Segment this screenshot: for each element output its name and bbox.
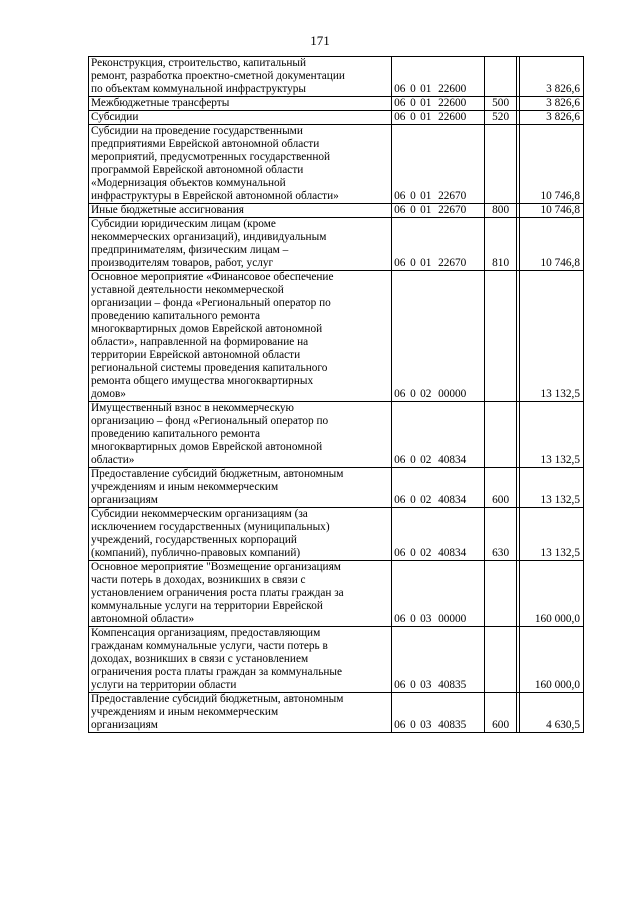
target-article-code-cell <box>392 111 485 125</box>
amount-cell: 10 746,8 <box>520 125 584 204</box>
expense-name-cell <box>89 508 392 561</box>
target-article-code-cell <box>392 627 485 693</box>
expense-type-cell: 630 <box>485 508 516 561</box>
expense-name-line: Компенсация организациям, предоставляющим <box>91 627 321 639</box>
table-row <box>89 97 584 111</box>
expense-name-line: установлением ограничения роста платы граждан за <box>91 587 344 599</box>
expense-name-line: гражданам коммунальные услуги, части потерь в <box>91 640 328 652</box>
amount-cell: 13 132,5 <box>520 271 584 402</box>
code-segment: 00000 <box>438 613 467 625</box>
code-segment: 0 <box>410 613 416 625</box>
target-article-code-cell <box>392 204 485 218</box>
code-segment: 22600 <box>438 97 467 109</box>
code-segment: 06 <box>394 613 406 625</box>
code-segment: 40835 <box>438 679 467 691</box>
expense-name-line: Иные бюджетные ассигнования <box>91 204 244 216</box>
expense-name-line: услуги на территории области <box>91 679 237 691</box>
expense-name-line: многоквартирных домов Еврейской автономной <box>91 323 323 335</box>
expense-name-line: организациям <box>91 719 158 731</box>
page-number: 171 <box>310 33 330 48</box>
code-segment: 22670 <box>438 257 467 269</box>
code-segment: 06 <box>394 679 406 691</box>
target-article-code-cell <box>392 271 485 402</box>
expense-type-cell <box>485 271 516 402</box>
code-segment: 0 <box>410 204 416 216</box>
table-row <box>89 561 584 627</box>
table-row <box>89 125 584 204</box>
expense-name-line: организации – фонда «Региональный оператор по <box>91 297 331 309</box>
expense-type-cell <box>485 561 516 627</box>
table-row <box>89 111 584 125</box>
expense-name-line: (компаний), публично-правовых компаний) <box>91 547 301 559</box>
target-article-code-cell <box>392 508 485 561</box>
code-segment: 06 <box>394 494 406 506</box>
expense-name-line: учреждениям и иным некоммерческим <box>91 481 279 493</box>
expense-name-line: исключением государственных (муниципальных) <box>91 521 330 533</box>
code-segment: 03 <box>420 613 432 625</box>
table-row <box>89 468 584 508</box>
amount-cell: 13 132,5 <box>520 402 584 468</box>
code-segment: 06 <box>394 388 406 400</box>
expense-name-line: некоммерческих организаций), индивидуальным <box>91 231 327 243</box>
expense-name-cell <box>89 111 392 125</box>
table-row <box>89 204 584 218</box>
expense-name-line: по объектам коммунальной инфраструктуры <box>91 83 307 95</box>
target-article-code-cell <box>392 693 485 733</box>
code-segment: 01 <box>420 204 432 216</box>
table-row <box>89 57 584 97</box>
amount-cell: 3 826,6 <box>520 57 584 97</box>
expense-name-cell <box>89 402 392 468</box>
expense-name-cell <box>89 57 392 97</box>
table-row <box>89 508 584 561</box>
code-segment: 01 <box>420 97 432 109</box>
expense-type-cell: 520 <box>485 111 516 125</box>
code-segment: 0 <box>410 388 416 400</box>
expense-name-line: инфраструктуры в Еврейской автономной области» <box>91 190 339 202</box>
code-segment: 40834 <box>438 494 467 506</box>
amount-cell: 13 132,5 <box>520 468 584 508</box>
expense-name-line: Межбюджетные трансферты <box>91 97 230 109</box>
code-segment: 06 <box>394 190 406 202</box>
target-article-code-cell <box>392 468 485 508</box>
amount-cell: 160 000,0 <box>520 627 584 693</box>
code-segment: 02 <box>420 454 432 466</box>
target-article-code-cell <box>392 97 485 111</box>
code-segment: 00000 <box>438 388 467 400</box>
expense-name-cell <box>89 468 392 508</box>
amount-cell: 160 000,0 <box>520 561 584 627</box>
target-article-code-cell <box>392 57 485 97</box>
expense-name-line: производителям товаров, работ, услуг <box>91 257 274 269</box>
code-segment: 0 <box>410 257 416 269</box>
expense-name-cell <box>89 271 392 402</box>
amount-cell: 10 746,8 <box>520 218 584 271</box>
expense-name-line: региональной системы проведения капитального <box>91 362 328 374</box>
code-segment: 01 <box>420 111 432 123</box>
expense-name-line: многоквартирных домов Еврейской автономной <box>91 441 323 453</box>
table-row <box>89 218 584 271</box>
expense-name-cell <box>89 97 392 111</box>
expense-name-line: проведению капитального ремонта <box>91 310 260 322</box>
amount-cell: 3 826,6 <box>520 97 584 111</box>
expense-name-cell <box>89 561 392 627</box>
expense-type-cell: 600 <box>485 693 516 733</box>
expense-name-cell <box>89 627 392 693</box>
target-article-code-cell <box>392 561 485 627</box>
budget-table-body <box>89 57 584 733</box>
table-row <box>89 402 584 468</box>
expense-name-line: проведению капитального ремонта <box>91 428 260 440</box>
expense-name-line: территории Еврейской автономной области <box>91 349 301 361</box>
budget-table <box>88 56 584 733</box>
expense-name-line: Субсидии юридическим лицам (кроме <box>91 218 276 230</box>
expense-name-line: домов» <box>91 388 126 400</box>
expense-name-line: Реконструкция, строительство, капитальный <box>91 57 307 69</box>
code-segment: 0 <box>410 111 416 123</box>
expense-type-cell <box>485 627 516 693</box>
code-segment: 02 <box>420 388 432 400</box>
code-segment: 0 <box>410 679 416 691</box>
code-segment: 01 <box>420 190 432 202</box>
code-segment: 22600 <box>438 111 467 123</box>
code-segment: 06 <box>394 719 406 731</box>
expense-name-line: Предоставление субсидий бюджетным, автономным <box>91 468 344 480</box>
expense-name-line: ремонта общего имущества многоквартирных <box>91 375 314 387</box>
code-segment: 0 <box>410 454 416 466</box>
target-article-code-cell <box>392 402 485 468</box>
code-segment: 0 <box>410 494 416 506</box>
expense-name-line: «Модернизация объектов коммунальной <box>91 177 286 189</box>
expense-type-cell <box>485 402 516 468</box>
expense-type-cell <box>485 125 516 204</box>
code-segment: 01 <box>420 257 432 269</box>
code-segment: 06 <box>394 97 406 109</box>
expense-name-line: доходах, возникших в связи с установлением <box>91 653 309 665</box>
expense-type-cell: 500 <box>485 97 516 111</box>
expense-name-line: учреждениям и иным некоммерческим <box>91 706 279 718</box>
expense-name-line: коммунальные услуги на территории Еврейской <box>91 600 323 612</box>
code-segment: 22670 <box>438 204 467 216</box>
table-row <box>89 693 584 733</box>
expense-type-cell <box>485 57 516 97</box>
code-segment: 06 <box>394 454 406 466</box>
code-segment: 22600 <box>438 83 467 95</box>
expense-name-line: Предоставление субсидий бюджетным, автономным <box>91 693 344 705</box>
code-segment: 0 <box>410 97 416 109</box>
amount-cell: 3 826,6 <box>520 111 584 125</box>
expense-type-cell: 600 <box>485 468 516 508</box>
expense-name-line: Субсидии <box>91 111 139 123</box>
code-segment: 02 <box>420 547 432 559</box>
expense-name-line: организацию – фонд «Региональный оператор по <box>91 415 329 427</box>
code-segment: 06 <box>394 83 406 95</box>
code-segment: 0 <box>410 719 416 731</box>
expense-name-line: организациям <box>91 494 158 506</box>
expense-name-line: предпринимателям, физическим лицам – <box>91 244 289 256</box>
expense-name-line: автономной области» <box>91 613 195 625</box>
amount-cell: 13 132,5 <box>520 508 584 561</box>
code-segment: 06 <box>394 111 406 123</box>
expense-name-line: мероприятий, предусмотренных государственной <box>91 151 331 163</box>
code-segment: 22670 <box>438 190 467 202</box>
expense-name-line: ограничения роста платы граждан за коммунальные <box>91 666 343 678</box>
expense-name-cell <box>89 693 392 733</box>
expense-name-line: области» <box>91 454 135 466</box>
expense-name-line: Субсидии некоммерческим организациям (за <box>91 508 308 520</box>
expense-name-line: Основное мероприятие "Возмещение организациям <box>91 561 341 573</box>
code-segment: 03 <box>420 679 432 691</box>
expense-name-cell <box>89 218 392 271</box>
expense-type-cell: 800 <box>485 204 516 218</box>
expense-name-line: ремонт, разработка проектно-сметной документации <box>91 70 345 82</box>
code-segment: 0 <box>410 547 416 559</box>
code-segment: 02 <box>420 494 432 506</box>
expense-name-cell <box>89 204 392 218</box>
code-segment: 06 <box>394 547 406 559</box>
table-row <box>89 271 584 402</box>
expense-name-line: Основное мероприятие «Финансовое обеспечение <box>91 271 334 283</box>
code-segment: 06 <box>394 204 406 216</box>
expense-name-cell <box>89 125 392 204</box>
code-segment: 06 <box>394 257 406 269</box>
table-row <box>89 627 584 693</box>
code-segment: 40834 <box>438 454 467 466</box>
expense-name-line: Субсидии на проведение государственными <box>91 125 303 137</box>
expense-name-line: области», направленной на формирование на <box>91 336 309 348</box>
expense-name-line: программой Еврейской автономной области <box>91 164 304 176</box>
code-segment: 40835 <box>438 719 467 731</box>
amount-cell: 4 630,5 <box>520 693 584 733</box>
code-segment: 0 <box>410 83 416 95</box>
expense-name-line: уставной деятельности некоммерческой <box>91 284 284 296</box>
target-article-code-cell <box>392 125 485 204</box>
code-segment: 0 <box>410 190 416 202</box>
expense-name-line: предприятиями Еврейской автономной области <box>91 138 320 150</box>
amount-cell: 10 746,8 <box>520 204 584 218</box>
code-segment: 40834 <box>438 547 467 559</box>
expense-name-line: Имущественный взнос в некоммерческую <box>91 402 294 414</box>
expense-type-cell: 810 <box>485 218 516 271</box>
code-segment: 03 <box>420 719 432 731</box>
expense-name-line: учреждений, государственных корпораций <box>91 534 297 546</box>
expense-name-line: части потерь в доходах, возникших в связи с <box>91 574 306 586</box>
target-article-code-cell <box>392 218 485 271</box>
code-segment: 01 <box>420 83 432 95</box>
